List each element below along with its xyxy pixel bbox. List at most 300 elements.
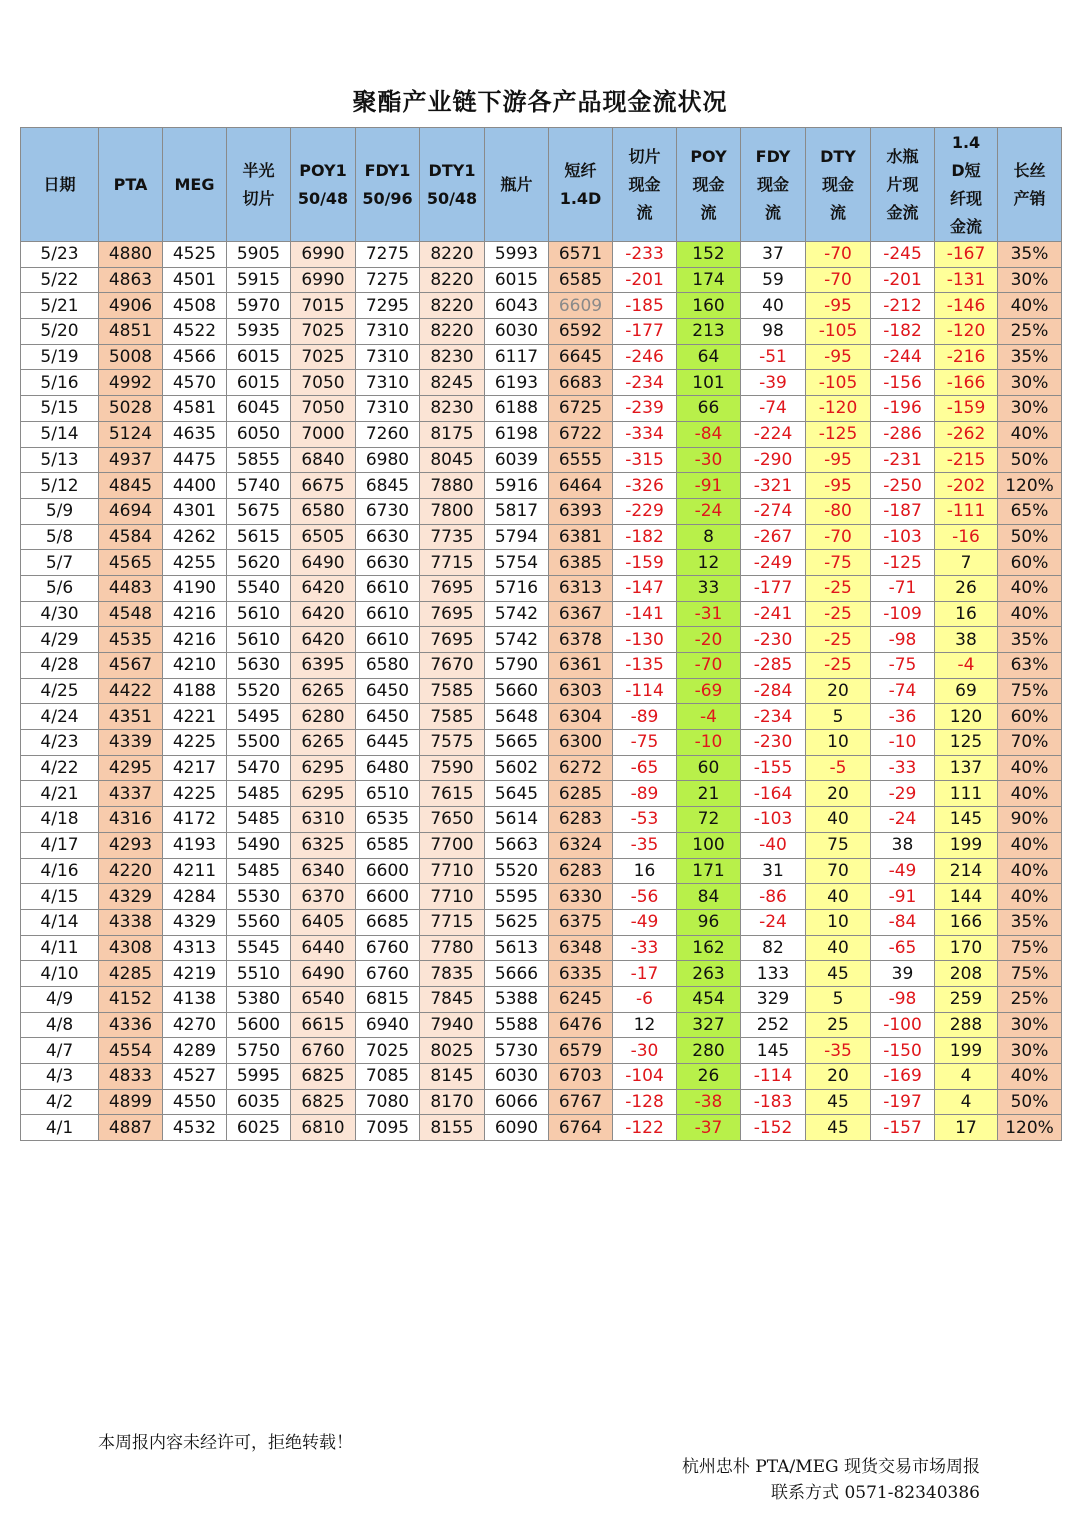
header-fdy: FDY150/96: [356, 128, 420, 242]
cell-chip-cashflow: -128: [613, 1089, 677, 1115]
cell-meg: 4221: [163, 704, 227, 730]
cell-fdy: 6940: [356, 1012, 420, 1038]
cell-bottle-cashflow: -103: [871, 524, 935, 550]
cell-semi-chip: 5490: [227, 832, 291, 858]
cell-fiber-cashflow: 259: [935, 986, 998, 1012]
cell-fdy-cashflow: -321: [741, 473, 806, 499]
cell-date: 5/16: [21, 370, 99, 396]
cell-dty-cashflow: -125: [806, 421, 871, 447]
table-row: [21, 473, 1062, 499]
cell-fdy-cashflow: -290: [741, 447, 806, 473]
table-row: [21, 344, 1062, 370]
cell-chip-cashflow: -182: [613, 524, 677, 550]
cell-bottle-chip: 5916: [485, 473, 549, 499]
cell-pta: 4308: [99, 935, 163, 961]
cell-fdy-cashflow: 31: [741, 858, 806, 884]
cell-bottle-cashflow: -10: [871, 730, 935, 756]
cell-date: 4/3: [21, 1064, 99, 1090]
cell-filament-sales: 40%: [998, 832, 1062, 858]
cell-filament-sales: 40%: [998, 1064, 1062, 1090]
cell-filament-sales: 30%: [998, 267, 1062, 293]
header-poy-cashflow: POY现金流: [677, 128, 741, 242]
cell-pta: 4329: [99, 884, 163, 910]
cell-filament-sales: 40%: [998, 884, 1062, 910]
cell-poy-cashflow: 152: [677, 242, 741, 268]
cell-staple-fiber: 6764: [549, 1115, 613, 1141]
cell-bottle-chip: 5660: [485, 678, 549, 704]
cell-filament-sales: 40%: [998, 421, 1062, 447]
cell-semi-chip: 6050: [227, 421, 291, 447]
cell-bottle-cashflow: -150: [871, 1038, 935, 1064]
cell-poy-cashflow: -38: [677, 1089, 741, 1115]
cell-chip-cashflow: -33: [613, 935, 677, 961]
cell-fiber-cashflow: -167: [935, 242, 998, 268]
cell-poy: 6420: [291, 575, 356, 601]
table-row: [21, 653, 1062, 679]
cell-dty: 7695: [420, 575, 485, 601]
cell-poy-cashflow: -91: [677, 473, 741, 499]
cell-fiber-cashflow: -202: [935, 473, 998, 499]
cell-pta: 5028: [99, 396, 163, 422]
cell-fiber-cashflow: 69: [935, 678, 998, 704]
cell-fiber-cashflow: 214: [935, 858, 998, 884]
cell-fdy-cashflow: -51: [741, 344, 806, 370]
cell-semi-chip: 5935: [227, 319, 291, 345]
table-row: [21, 986, 1062, 1012]
cell-date: 4/14: [21, 909, 99, 935]
cell-date: 5/7: [21, 550, 99, 576]
cell-staple-fiber: 6555: [549, 447, 613, 473]
cell-semi-chip: 6025: [227, 1115, 291, 1141]
cell-bottle-chip: 5790: [485, 653, 549, 679]
cell-pta: 4851: [99, 319, 163, 345]
cell-fdy: 6510: [356, 781, 420, 807]
cell-fiber-cashflow: 144: [935, 884, 998, 910]
cell-staple-fiber: 6367: [549, 601, 613, 627]
cell-date: 5/6: [21, 575, 99, 601]
cell-meg: 4508: [163, 293, 227, 319]
cell-date: 4/1: [21, 1115, 99, 1141]
cell-bottle-chip: 5625: [485, 909, 549, 935]
cell-dty: 7585: [420, 678, 485, 704]
cell-chip-cashflow: -130: [613, 627, 677, 653]
cell-fdy-cashflow: -249: [741, 550, 806, 576]
cell-fiber-cashflow: -16: [935, 524, 998, 550]
cell-filament-sales: 90%: [998, 807, 1062, 833]
cell-fdy-cashflow: 98: [741, 319, 806, 345]
cell-dty-cashflow: 45: [806, 1089, 871, 1115]
cell-fiber-cashflow: -120: [935, 319, 998, 345]
cell-staple-fiber: 6592: [549, 319, 613, 345]
cell-fdy-cashflow: -285: [741, 653, 806, 679]
cell-chip-cashflow: -239: [613, 396, 677, 422]
cell-filament-sales: 30%: [998, 1012, 1062, 1038]
cell-fiber-cashflow: 166: [935, 909, 998, 935]
cell-fiber-cashflow: 120: [935, 704, 998, 730]
cell-filament-sales: 75%: [998, 678, 1062, 704]
cell-pta: 4336: [99, 1012, 163, 1038]
cell-dty-cashflow: -25: [806, 601, 871, 627]
cell-fdy-cashflow: -155: [741, 755, 806, 781]
cell-staple-fiber: 6300: [549, 730, 613, 756]
cell-bottle-chip: 6030: [485, 1064, 549, 1090]
cell-fiber-cashflow: 16: [935, 601, 998, 627]
cell-dty-cashflow: 25: [806, 1012, 871, 1038]
cell-date: 4/18: [21, 807, 99, 833]
cell-meg: 4217: [163, 755, 227, 781]
cell-dty: 7615: [420, 781, 485, 807]
cell-fiber-cashflow: 208: [935, 961, 998, 987]
table-row: [21, 858, 1062, 884]
cell-poy-cashflow: 26: [677, 1064, 741, 1090]
cell-poy: 6990: [291, 242, 356, 268]
cell-filament-sales: 75%: [998, 935, 1062, 961]
cell-poy: 6675: [291, 473, 356, 499]
cell-meg: 4219: [163, 961, 227, 987]
cell-staple-fiber: 6375: [549, 909, 613, 935]
cell-bottle-cashflow: -244: [871, 344, 935, 370]
cell-fiber-cashflow: 4: [935, 1064, 998, 1090]
cell-fdy: 6630: [356, 524, 420, 550]
header-filament-sales: 长丝产销: [998, 128, 1062, 242]
cell-poy: 7025: [291, 344, 356, 370]
cell-fdy: 6980: [356, 447, 420, 473]
cell-fdy: 7310: [356, 396, 420, 422]
table-row: [21, 1064, 1062, 1090]
cell-chip-cashflow: -65: [613, 755, 677, 781]
cell-bottle-chip: 5666: [485, 961, 549, 987]
cell-dty-cashflow: 20: [806, 781, 871, 807]
cell-poy: 6615: [291, 1012, 356, 1038]
cell-pta: 4937: [99, 447, 163, 473]
cell-chip-cashflow: -114: [613, 678, 677, 704]
cell-chip-cashflow: -104: [613, 1064, 677, 1090]
table-row: [21, 909, 1062, 935]
cell-filament-sales: 40%: [998, 575, 1062, 601]
cell-dty: 8175: [420, 421, 485, 447]
cell-date: 5/13: [21, 447, 99, 473]
cell-semi-chip: 5995: [227, 1064, 291, 1090]
cell-filament-sales: 75%: [998, 961, 1062, 987]
cell-semi-chip: 5520: [227, 678, 291, 704]
cell-date: 4/16: [21, 858, 99, 884]
cell-fdy-cashflow: -230: [741, 730, 806, 756]
cell-meg: 4550: [163, 1089, 227, 1115]
cell-fdy-cashflow: 40: [741, 293, 806, 319]
cell-date: 4/30: [21, 601, 99, 627]
cell-bottle-chip: 6193: [485, 370, 549, 396]
cell-chip-cashflow: -229: [613, 498, 677, 524]
table-row: [21, 550, 1062, 576]
cell-bottle-cashflow: -157: [871, 1115, 935, 1141]
header-dty-cashflow: DTY现金流: [806, 128, 871, 242]
cell-bottle-chip: 5742: [485, 627, 549, 653]
cell-pta: 4152: [99, 986, 163, 1012]
cell-staple-fiber: 6393: [549, 498, 613, 524]
cell-meg: 4313: [163, 935, 227, 961]
table-row: [21, 730, 1062, 756]
cell-date: 5/22: [21, 267, 99, 293]
cell-fdy: 7310: [356, 344, 420, 370]
cell-bottle-chip: 5614: [485, 807, 549, 833]
cell-poy-cashflow: -70: [677, 653, 741, 679]
cell-fdy: 6535: [356, 807, 420, 833]
cell-date: 4/25: [21, 678, 99, 704]
cell-bottle-cashflow: -98: [871, 986, 935, 1012]
cell-bottle-chip: 6066: [485, 1089, 549, 1115]
cell-filament-sales: 35%: [998, 242, 1062, 268]
cell-meg: 4400: [163, 473, 227, 499]
cell-staple-fiber: 6571: [549, 242, 613, 268]
cell-dty-cashflow: -25: [806, 627, 871, 653]
cell-fdy-cashflow: 329: [741, 986, 806, 1012]
table-row: [21, 807, 1062, 833]
cell-dty: 8220: [420, 293, 485, 319]
cell-pta: 4339: [99, 730, 163, 756]
cell-dty: 7780: [420, 935, 485, 961]
cell-chip-cashflow: -135: [613, 653, 677, 679]
cell-fiber-cashflow: 199: [935, 832, 998, 858]
cell-bottle-chip: 5817: [485, 498, 549, 524]
cell-dty: 7940: [420, 1012, 485, 1038]
cell-chip-cashflow: -53: [613, 807, 677, 833]
footer-contact: 联系方式 0571-82340386: [771, 1483, 980, 1503]
cell-bottle-cashflow: -33: [871, 755, 935, 781]
cell-chip-cashflow: -30: [613, 1038, 677, 1064]
cell-staple-fiber: 6725: [549, 396, 613, 422]
cell-staple-fiber: 6348: [549, 935, 613, 961]
cell-chip-cashflow: -185: [613, 293, 677, 319]
cell-dty: 7845: [420, 986, 485, 1012]
cell-poy-cashflow: 96: [677, 909, 741, 935]
cell-fdy: 6630: [356, 550, 420, 576]
cell-dty-cashflow: 40: [806, 884, 871, 910]
cell-meg: 4301: [163, 498, 227, 524]
cell-fdy: 7080: [356, 1089, 420, 1115]
cell-dty: 8230: [420, 344, 485, 370]
cell-fdy: 6760: [356, 935, 420, 961]
cell-bottle-cashflow: -245: [871, 242, 935, 268]
cell-date: 4/7: [21, 1038, 99, 1064]
cell-poy-cashflow: 171: [677, 858, 741, 884]
cell-pta: 4220: [99, 858, 163, 884]
cell-poy: 6295: [291, 755, 356, 781]
cell-dty: 7835: [420, 961, 485, 987]
cell-pta: 4694: [99, 498, 163, 524]
cell-fdy: 7095: [356, 1115, 420, 1141]
cell-meg: 4284: [163, 884, 227, 910]
table-row: [21, 370, 1062, 396]
cell-fdy: 6845: [356, 473, 420, 499]
cell-bottle-cashflow: -212: [871, 293, 935, 319]
cell-staple-fiber: 6385: [549, 550, 613, 576]
cell-dty-cashflow: -105: [806, 370, 871, 396]
cell-semi-chip: 5630: [227, 653, 291, 679]
cell-dty: 7880: [420, 473, 485, 499]
cell-date: 4/24: [21, 704, 99, 730]
cell-staple-fiber: 6722: [549, 421, 613, 447]
cell-fiber-cashflow: -4: [935, 653, 998, 679]
cell-semi-chip: 6015: [227, 344, 291, 370]
cell-chip-cashflow: -201: [613, 267, 677, 293]
cell-filament-sales: 25%: [998, 319, 1062, 345]
cell-bottle-cashflow: -250: [871, 473, 935, 499]
cell-bottle-cashflow: -74: [871, 678, 935, 704]
cell-poy-cashflow: -69: [677, 678, 741, 704]
cell-dty: 8220: [420, 319, 485, 345]
footer-publisher: 杭州忠朴 PTA/MEG 现货交易市场周报: [681, 1457, 980, 1477]
cell-semi-chip: 5500: [227, 730, 291, 756]
header-dty: DTY150/48: [420, 128, 485, 242]
cell-poy-cashflow: -30: [677, 447, 741, 473]
cell-dty-cashflow: 20: [806, 1064, 871, 1090]
cell-fdy: 7025: [356, 1038, 420, 1064]
cell-poy-cashflow: -37: [677, 1115, 741, 1141]
cell-fdy-cashflow: -177: [741, 575, 806, 601]
table-row: [21, 935, 1062, 961]
cell-dty: 7710: [420, 884, 485, 910]
cell-poy: 6440: [291, 935, 356, 961]
cell-dty: 8170: [420, 1089, 485, 1115]
cell-bottle-cashflow: -286: [871, 421, 935, 447]
cell-fdy-cashflow: 37: [741, 242, 806, 268]
cell-fdy-cashflow: -164: [741, 781, 806, 807]
cell-bottle-cashflow: -201: [871, 267, 935, 293]
cell-filament-sales: 40%: [998, 858, 1062, 884]
cell-filament-sales: 120%: [998, 473, 1062, 499]
cell-dty-cashflow: 10: [806, 909, 871, 935]
table-row: [21, 421, 1062, 447]
cell-dty-cashflow: -95: [806, 344, 871, 370]
cell-semi-chip: 5380: [227, 986, 291, 1012]
cell-bottle-chip: 5648: [485, 704, 549, 730]
cell-bottle-cashflow: -36: [871, 704, 935, 730]
cell-fiber-cashflow: 137: [935, 755, 998, 781]
cell-fiber-cashflow: -166: [935, 370, 998, 396]
cell-semi-chip: 5740: [227, 473, 291, 499]
cell-fiber-cashflow: 26: [935, 575, 998, 601]
cell-fdy-cashflow: -234: [741, 704, 806, 730]
cell-semi-chip: 5485: [227, 781, 291, 807]
cell-staple-fiber: 6476: [549, 1012, 613, 1038]
cell-poy: 6420: [291, 627, 356, 653]
cell-pta: 4422: [99, 678, 163, 704]
cell-bottle-chip: 5754: [485, 550, 549, 576]
cell-chip-cashflow: -147: [613, 575, 677, 601]
cell-poy-cashflow: -4: [677, 704, 741, 730]
cell-dty-cashflow: 40: [806, 807, 871, 833]
cell-poy-cashflow: 174: [677, 267, 741, 293]
cell-dty: 8245: [420, 370, 485, 396]
header-fiber-cashflow: 1.4D短纤现金流: [935, 128, 998, 242]
cell-semi-chip: 5495: [227, 704, 291, 730]
header-staple-fiber: 短纤1.4D: [549, 128, 613, 242]
cell-date: 4/8: [21, 1012, 99, 1038]
cell-poy-cashflow: 454: [677, 986, 741, 1012]
cell-poy-cashflow: 327: [677, 1012, 741, 1038]
cell-fdy: 6760: [356, 961, 420, 987]
cell-bottle-cashflow: 39: [871, 961, 935, 987]
table-row: [21, 1012, 1062, 1038]
cell-date: 5/21: [21, 293, 99, 319]
cell-staple-fiber: 6324: [549, 832, 613, 858]
cell-pta: 4351: [99, 704, 163, 730]
cell-semi-chip: 6015: [227, 370, 291, 396]
cell-poy: 6325: [291, 832, 356, 858]
cell-date: 5/12: [21, 473, 99, 499]
cell-poy: 6405: [291, 909, 356, 935]
cell-bottle-cashflow: -75: [871, 653, 935, 679]
cell-meg: 4210: [163, 653, 227, 679]
cell-fiber-cashflow: 17: [935, 1115, 998, 1141]
cell-bottle-chip: 6039: [485, 447, 549, 473]
cell-dty: 8220: [420, 242, 485, 268]
cell-poy-cashflow: 263: [677, 961, 741, 987]
header-poy: POY150/48: [291, 128, 356, 242]
cell-staple-fiber: 6378: [549, 627, 613, 653]
cell-poy: 6265: [291, 730, 356, 756]
cell-poy: 7000: [291, 421, 356, 447]
cell-chip-cashflow: -177: [613, 319, 677, 345]
cell-dty-cashflow: -95: [806, 473, 871, 499]
header-date: 日期: [21, 128, 99, 242]
cell-fdy-cashflow: -284: [741, 678, 806, 704]
cell-pta: 4584: [99, 524, 163, 550]
cell-poy-cashflow: -24: [677, 498, 741, 524]
cell-meg: 4216: [163, 627, 227, 653]
cell-date: 5/19: [21, 344, 99, 370]
cell-dty-cashflow: -105: [806, 319, 871, 345]
cell-poy-cashflow: -31: [677, 601, 741, 627]
cell-chip-cashflow: -35: [613, 832, 677, 858]
cell-dty-cashflow: 5: [806, 704, 871, 730]
cell-dty: 7590: [420, 755, 485, 781]
cell-filament-sales: 120%: [998, 1115, 1062, 1141]
cell-bottle-chip: 5742: [485, 601, 549, 627]
cell-poy: 6265: [291, 678, 356, 704]
cell-fdy: 6445: [356, 730, 420, 756]
cell-bottle-cashflow: -197: [871, 1089, 935, 1115]
cell-poy-cashflow: 12: [677, 550, 741, 576]
cell-fdy-cashflow: -224: [741, 421, 806, 447]
cell-fiber-cashflow: 288: [935, 1012, 998, 1038]
cell-pta: 4899: [99, 1089, 163, 1115]
table-row: [21, 884, 1062, 910]
cell-date: 4/10: [21, 961, 99, 987]
cell-date: 5/23: [21, 242, 99, 268]
header-fdy-cashflow: FDY现金流: [741, 128, 806, 242]
cell-bottle-chip: 5595: [485, 884, 549, 910]
cell-chip-cashflow: -234: [613, 370, 677, 396]
cell-dty-cashflow: -5: [806, 755, 871, 781]
cell-date: 5/14: [21, 421, 99, 447]
table-row: [21, 627, 1062, 653]
table-row: [21, 242, 1062, 268]
cell-fdy-cashflow: -274: [741, 498, 806, 524]
cell-dty: 7700: [420, 832, 485, 858]
cell-meg: 4193: [163, 832, 227, 858]
cell-pta: 4992: [99, 370, 163, 396]
cell-semi-chip: 5610: [227, 601, 291, 627]
cell-filament-sales: 40%: [998, 781, 1062, 807]
cell-fdy-cashflow: -152: [741, 1115, 806, 1141]
cell-pta: 4906: [99, 293, 163, 319]
cell-meg: 4570: [163, 370, 227, 396]
cell-fdy-cashflow: -267: [741, 524, 806, 550]
cell-dty-cashflow: 20: [806, 678, 871, 704]
cell-fdy: 6450: [356, 678, 420, 704]
cell-pta: 4567: [99, 653, 163, 679]
